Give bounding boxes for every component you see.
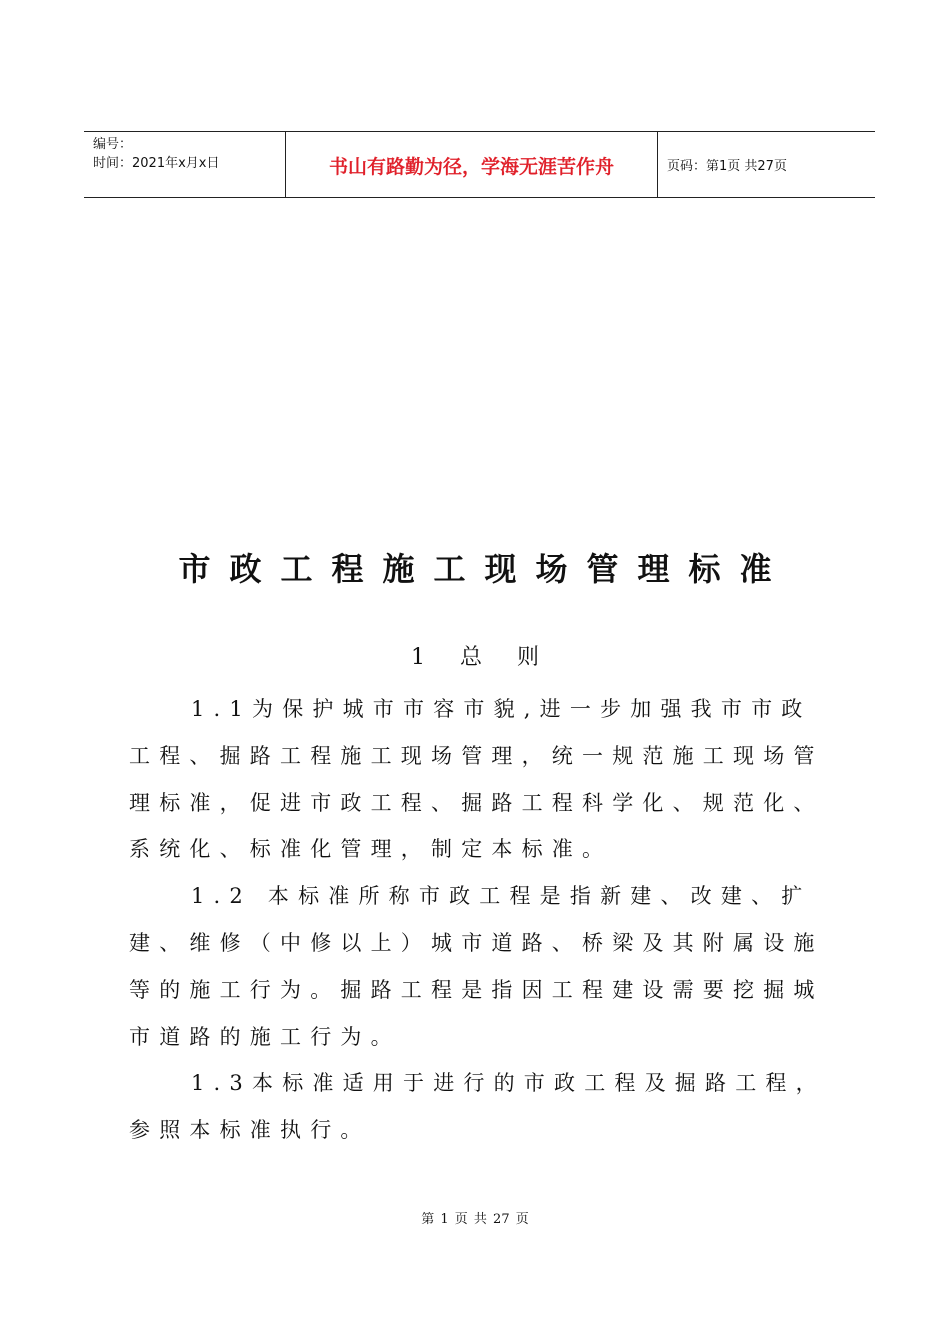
page-footer: 第 1 页 共 27 页 bbox=[421, 1212, 529, 1227]
paragraph: 1.1为保护城市市容市貌,进一步加强我市市政工程、掘路工程施工现场管理，统一规范施工现场管理标准，促进市政工程、掘路工程科学化、规范化、系统化、标准化管理，制定本标准。 bbox=[129, 697, 824, 862]
paragraph: 1.3本标准适用于进行的市政工程及掘路工程，参照本标准执行。 bbox=[129, 1071, 826, 1143]
document-header bbox=[84, 131, 875, 198]
motto-text: 书山有路勤为径，学海无涯苦作舟 bbox=[328, 156, 614, 178]
page-info: 页码：第1页 共27页 bbox=[667, 159, 787, 174]
document-body bbox=[129, 686, 829, 1154]
header-page-cell bbox=[658, 132, 875, 197]
paragraph: 1.2 本标准所称市政工程是指新建、改建、扩建、维修（中修以上）城市道路、桥梁及其附属设施等的施工行为。掘路工程是指因工程建设需要挖掘城市道路的施工行为。 bbox=[129, 884, 824, 1049]
document-title: 市政工程施工现场管理标准 bbox=[178, 550, 791, 588]
number-label: 编号： bbox=[93, 137, 133, 152]
header-motto-cell bbox=[286, 132, 658, 197]
section-heading: 1 总 则 bbox=[411, 645, 553, 670]
time-label: 时间：2021年x月x日 bbox=[93, 156, 220, 171]
header-meta-cell bbox=[84, 132, 286, 197]
